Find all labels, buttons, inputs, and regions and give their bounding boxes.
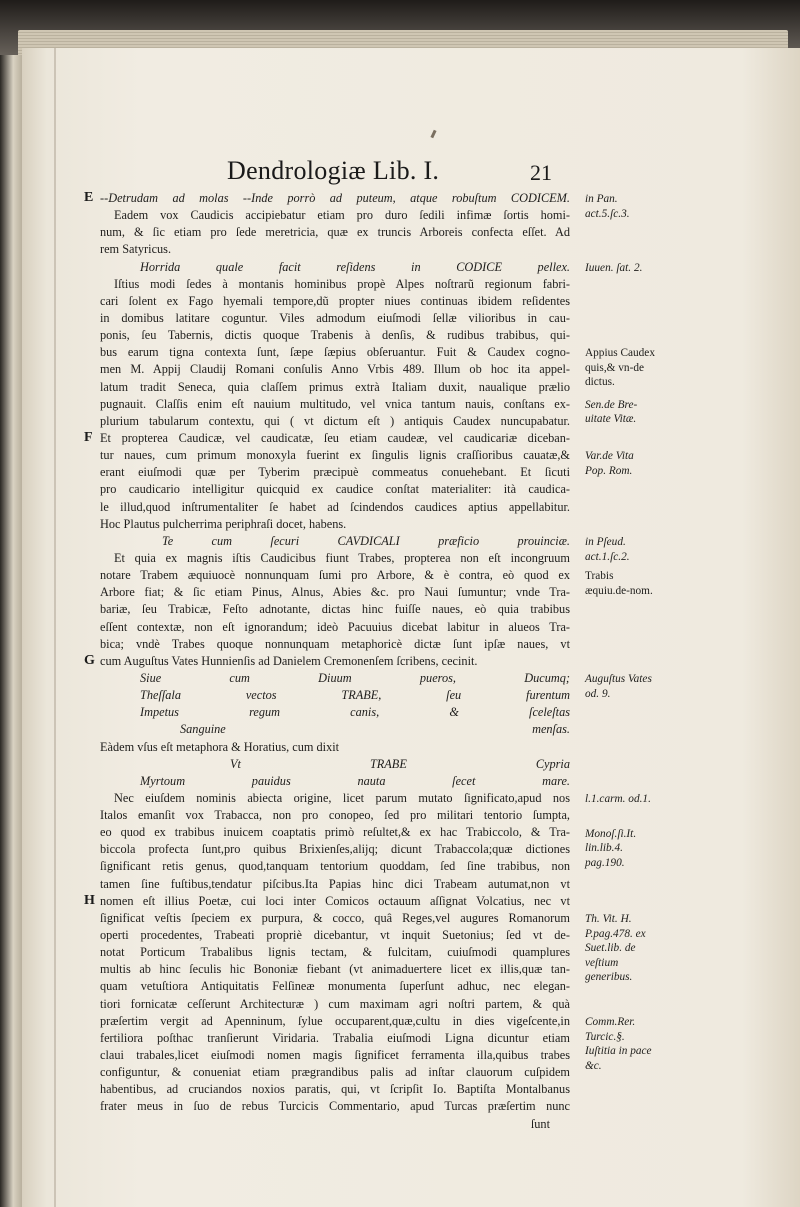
- margin-note: Th. Vit. H. P.pag.478. ex Suet.lib. de veſtium generibus.: [585, 913, 646, 984]
- text-line: Eadem vox Caudicis accipiebatur etiam pro duro ſedili infimæ ſortis homi-: [114, 208, 570, 223]
- margin-note: in Pſeud. act.1.ſc.2.: [585, 536, 630, 563]
- text-line: multis ab hinc ſeculis hic Bononiæ fiebant (vt animaduertere licet ex illis,quæ tan-: [100, 962, 570, 977]
- text-line: num, & ſic etiam pro ſede meretricia, quæ ex truncis Arboreis confecta eſſet. Ad: [100, 225, 570, 240]
- text-line: Sanguine menſas.: [180, 722, 570, 737]
- text-line: tiori fornicatæ ceſſerunt Architecturæ ) cum maximam agri noſtri partem, & quà: [100, 996, 570, 1011]
- page-title: Dendrologiæ Lib. I.: [227, 156, 440, 185]
- text-line: latum tradit Seneca, quia claſſem primus extrà Italiam duxit, naualique prælio: [100, 379, 570, 394]
- text-line: Horrida quale facit reſidens in CODICE pellex.: [140, 259, 570, 274]
- text-line: ſunt: [530, 1116, 550, 1131]
- text-line: ſignificat veſtis ſpeciem ex purpura, & cocco, quâ Reges,vel augures Romanorum: [100, 910, 570, 925]
- text-line: Vt TRABE Cypria: [230, 756, 570, 771]
- text-line: Arbore fiat; & ſic etiam Pinus, Alnus, Abies &c. pro Naui ſumuntur; vnde Tra-: [100, 585, 570, 600]
- margin-note: Sen.de Bre-uitate Vitæ.: [585, 398, 638, 426]
- gutter-shadow: [54, 48, 56, 1207]
- previous-page-edge: [0, 55, 22, 1207]
- text-line: Nec eiuſdem nominis abiecta origine, licet parum mutato ſignificato,apud nos: [114, 790, 570, 805]
- text-line: eſſent contextæ, non eſt ignorandum; ideò Pacuuius dicebat labitur in alueos Tra-: [100, 619, 570, 634]
- text-line: Impetus regum canis, & ſceleſtas: [140, 705, 570, 720]
- text-line: Italos emanſit vox Trabacca, non pro conopeo, ſed pro militari tentorio ſumpta,: [100, 808, 570, 823]
- text-line: le illud,quod inſtrumentaliter ſe habet ad ſcindendos caudices aptius appellabitur.: [100, 499, 570, 514]
- section-letter: F: [84, 430, 93, 446]
- text-line: Myrtoum pauidus nauta ſecet mare.: [140, 773, 570, 788]
- text-line: frater meus in ſuo de rebus Turcicis Commentario, apud Turcas præſertim nunc: [100, 1099, 570, 1114]
- text-line: fertiliora poſthac tranſierunt Viridaria. Trabalia eiuſmodi Ligna dicuntur etiam: [100, 1030, 570, 1045]
- text-line: eo quod ex trabibus inuicem coaptatis primò reſultet,& ex hac Trabiccolo, & Tra-: [100, 825, 570, 840]
- text-line: Et propterea Caudicæ, vel caudicatæ, ſeu etiam caudeæ, vel caudicariæ diceban-: [100, 430, 570, 445]
- text-line: pro caudicario intelligitur quicquid ex caudice conſtat materialiter: ità caudica-: [100, 482, 570, 497]
- text-line: --Detrudam ad molas --Inde porrò ad puteum, atque robuſtum CODICEM.: [100, 191, 570, 205]
- margin-note: Trabis æquiu.de-nom.: [585, 570, 653, 597]
- text-line: notare Trabem æquiuocè nonnunquam ſumi pro Arbore, & è contra, eò quod ex: [100, 568, 570, 583]
- book-page: [22, 48, 800, 1207]
- section-letter: G: [84, 653, 95, 669]
- text-line: cum Auguſtus Vates Hunnienſis ad Danielem Cremonenſem ſcribens, cecinit.: [100, 653, 478, 668]
- margin-note: Iuuen. ſat. 2.: [585, 261, 643, 274]
- text-line: Hoc Plautus pulcherrima periphraſi docet, habens.: [100, 516, 347, 531]
- text-line: ponis, ſeu Tabernis, dictis quoque Trabenis à denſis, & rudibus trabibus, qui-: [100, 328, 570, 343]
- text-line: Eàdem vſus eſt metaphora & Horatius, cum dixit: [100, 739, 340, 754]
- text-line: ſignificant retis genus, quod,tanquam tentorium quoddam, ſed ſine trabibus, non: [100, 859, 570, 874]
- main-text-column: [100, 190, 570, 1133]
- text-line: Siue cum Diuum pueros, Ducumq;: [140, 670, 570, 685]
- margin-note: Appius Caudex quis,& vn-de dictus.: [585, 347, 655, 389]
- margin-note: Monoſ.ſi.It. lin.lib.4. pag.190.: [585, 827, 637, 869]
- margin-note: Auguſtus Vates od. 9.: [585, 673, 652, 700]
- text-line: men M. Appij Claudij Romani conſulis Anno Vrbis 489. Illum ob hoc ita appel-: [100, 362, 570, 377]
- margin-note: Comm.Rer. Turcic.§. Iuſtitia in pace &c.: [585, 1016, 652, 1072]
- text-line: biccola profecta ſunt,pro quibus Brixienſes,alijq; dicunt Trabaccola;quæ dictiones: [100, 842, 570, 857]
- text-line: notat Porticum Trabalibus lignis tectam, & fulcitam, cuiuſmodi quamplures: [100, 945, 570, 960]
- text-line: bus earum tigna contexta ſunt, ſæpe ſæpius obſeruantur. Fuit & Caudex cogno-: [100, 345, 570, 360]
- text-line: rem Satyricus.: [100, 242, 172, 257]
- text-line: pugnauit. Claſſis enim eſt nauium multitudo, vel vnica tantum nauis, conſtans ex-: [100, 396, 570, 411]
- text-line: claui trabales,licet eiuſmodi nomen magis ſignificet ferramenta illa,quibus trabes: [100, 1048, 570, 1063]
- text-line: plurium tabularum contextu, qui ( vt dictum eſt ) antiquis Caudex nuncupabatur.: [100, 413, 570, 428]
- page-number: 21: [530, 160, 552, 185]
- margin-note: Var.de Vita Pop. Rom.: [585, 450, 634, 477]
- text-line: configuntur, & conueniat etiam prægrandibus palis ad inſtar clauorum cuſpidem: [100, 1065, 570, 1080]
- text-line: tur naues, cum primum monoxyla fuerint ex ſingulis lignis craſſioribus cauatæ,&: [100, 448, 570, 463]
- text-line: Et quia ex magnis iſtis Caudicibus fiunt Trabes, propterea non eſt incongruum: [114, 550, 570, 565]
- text-line: habentibus, ad cruciandos noxios paratis, qui, vt ſcripſit Io. Baptiſta Montalbanus: [100, 1082, 570, 1097]
- section-letter: H: [84, 893, 95, 909]
- section-letter: E: [84, 190, 94, 205]
- text-line: operti procedentes, Trabeati propriè dicebantur, vt inquit Suetonius; ſed vt de-: [100, 928, 570, 943]
- text-line: bariæ, ſeu Trabicæ, Feſto adnotante, dictas hinc fuiſſe naues, eò quia trabibus: [100, 602, 570, 617]
- text-line: erant eiuſmodi quæ per Tyberim præcipuè commeatus conuehebant. Et ſicuti: [100, 465, 570, 480]
- text-line: Theſſala vectos TRABE, ſeu furentum: [140, 688, 570, 703]
- text-line: Te cum ſecuri CAVDICALI præficio prouinciæ.: [162, 533, 570, 548]
- text-line: quam vetuſtiora Antiquitatis Felſineæ monumenta ſuperſunt adhuc, nec elegan-: [100, 979, 570, 994]
- text-line: bica; vndè Trabes quoque nonnunquam metaphoricè dictæ ſunt ipſæ naues, vt: [100, 636, 570, 651]
- ink-mark: [430, 130, 436, 139]
- margin-note: l.1.carm. od.1.: [585, 793, 651, 806]
- text-line: nomen eſt illius Poetæ, cui loci inter Comicos octauum aſſignat Volcatius, nec vt: [100, 893, 570, 908]
- margin-note: in Pan. act.5.ſc.3.: [585, 193, 630, 220]
- text-line: cari ſolent ex Fago hyemali tempore,dũ propter niues continuas ibidem reſidentes: [100, 293, 570, 308]
- text-line: Iſtius modi ſedes à montanis hominibus propè Alpes noſtrarũ regionum fabri-: [114, 276, 570, 291]
- text-line: præſertim vergit ad Apenninum, ſylue occuparent,quæ,cultu in dies vigeſcente,in: [100, 1013, 570, 1028]
- text-line: tamen ſine fuſtibus,tendatur piſcibus.Ita Papias hinc dici Trabeam autumat,non vt: [100, 876, 570, 891]
- text-line: in domibus latitare coguntur. Viles admodum eiuſmodi ſellæ vilioribus in cau-: [100, 310, 570, 325]
